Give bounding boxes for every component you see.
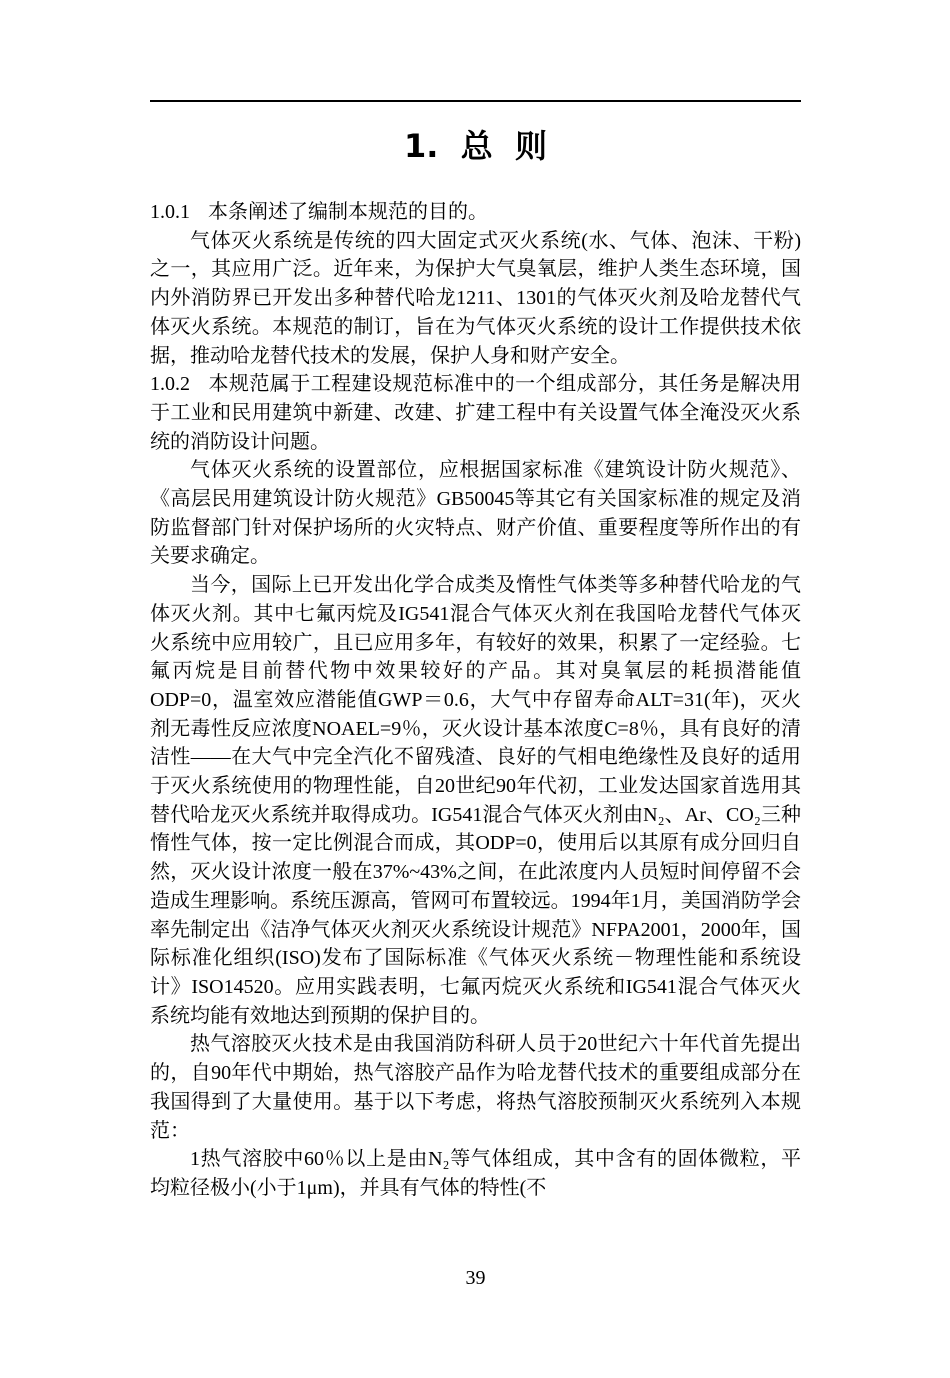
paragraph-text: 气体灭火系统是传统的四大固定式灭火系统(水、气体、泡沫、干粉)之一，其应用广泛。近年来，为保护大气臭氧层，维护人类生态环境，国内外消防界已开发出多种替代哈龙1211、1301的气体灭火剂及哈龙替代气体灭火系统。本规范的制订，旨在为气体灭火系统的设计工作提供技术依据，推动哈龙替代技术的发展，保护人身和财产安全。: [150, 229, 801, 367]
body-text: [150, 198, 801, 1203]
paragraph-text: 热气溶胶灭火技术是由我国消防科研人员于20世纪六十年代首先提出的，自90年代中期始，热气溶胶产品作为哈龙替代技术的重要组成部分在我国得到了大量使用。基于以下考虑，将热气溶胶预制灭火系统列入本规范：: [150, 1033, 801, 1142]
clause-text: 本条阐述了编制本规范的目的。: [208, 201, 488, 223]
clause-number: 1.0.1: [150, 201, 190, 223]
paragraph: [150, 227, 801, 371]
document-page: [150, 0, 801, 1378]
clause-text: 本规范属于工程建设规范标准中的一个组成部分，其任务是解决用于工业和民用建筑中新建、改建、扩建工程中有关设置气体全淹没灭火系统的消防设计问题。: [150, 373, 801, 453]
paragraph: [150, 571, 801, 1030]
paragraph: [150, 1145, 801, 1202]
clause-number: 1.0.2: [150, 373, 190, 396]
chapter-title: 1. 总 则: [404, 127, 547, 165]
paragraph-text: 当今，国际上已开发出化学合成类及惰性气体类等多种替代哈龙的气体灭火剂。其中七氟丙烷及IG541混合气体灭火剂在我国哈龙替代气体灭火系统中应用较广，且已应用多年，有较好的效果，积累了一定经验。七氟丙烷是目前替代物中效果较好的产品。其对臭氧层的耗损潜能值ODP=0，温室效应潜能值GWP＝0.6，大气中存留寿命ALT=31(年)，灭火剂无毒性反应浓度NOAEL=9％，灭火设计基本浓度C=8％，具有良好的清洁性——在大气中完全汽化不留残渣、良好的气相电绝缘性及良好的适用于灭火系统使用的物理性能，自20世纪90年代初，工业发达国家首选用其替代哈龙灭火系统并取得成功。IG541混合气体灭火剂由N₂、Ar、CO₂三种惰性气体，按一定比例混合而成，其ODP=0，使用后以其原有成分回归自然，灭火设计浓度一般在37%~43%之间，在此浓度内人员短时间停留不会造成生理影响。系统压源高，管网可布置较远。1994年1月，美国消防学会率先制定出《洁净气体灭火剂灭火系统设计规范》NFPA2001，2000年，国际标准化组织(ISO)发布了国际标准《气体灭火系统－物理性能和系统设计》ISO14520。应用实践表明，七氟丙烷灭火系统和IG541混合气体灭火系统均能有效地达到预期的保护目的。: [150, 574, 801, 1027]
page-number: 39: [465, 1267, 486, 1289]
header-rule: [150, 100, 801, 102]
paragraph-text: 1热气溶胶中60％以上是由N₂等气体组成，其中含有的固体微粒，平均粒径极小(小于1μm)，并具有气体的特性(不: [150, 1148, 801, 1199]
paragraph: [150, 1030, 801, 1145]
clause-1-0-1: [150, 198, 801, 227]
clause-1-0-2: [150, 370, 801, 456]
paragraph-text: 气体灭火系统的设置部位，应根据国家标准《建筑设计防火规范》、《高层民用建筑设计防火规范》GB50045等其它有关国家标准的规定及消防监督部门针对保护场所的火灾特点、财产价值、重要程度等所作出的有关要求确定。: [150, 459, 801, 568]
paragraph: [150, 456, 801, 571]
